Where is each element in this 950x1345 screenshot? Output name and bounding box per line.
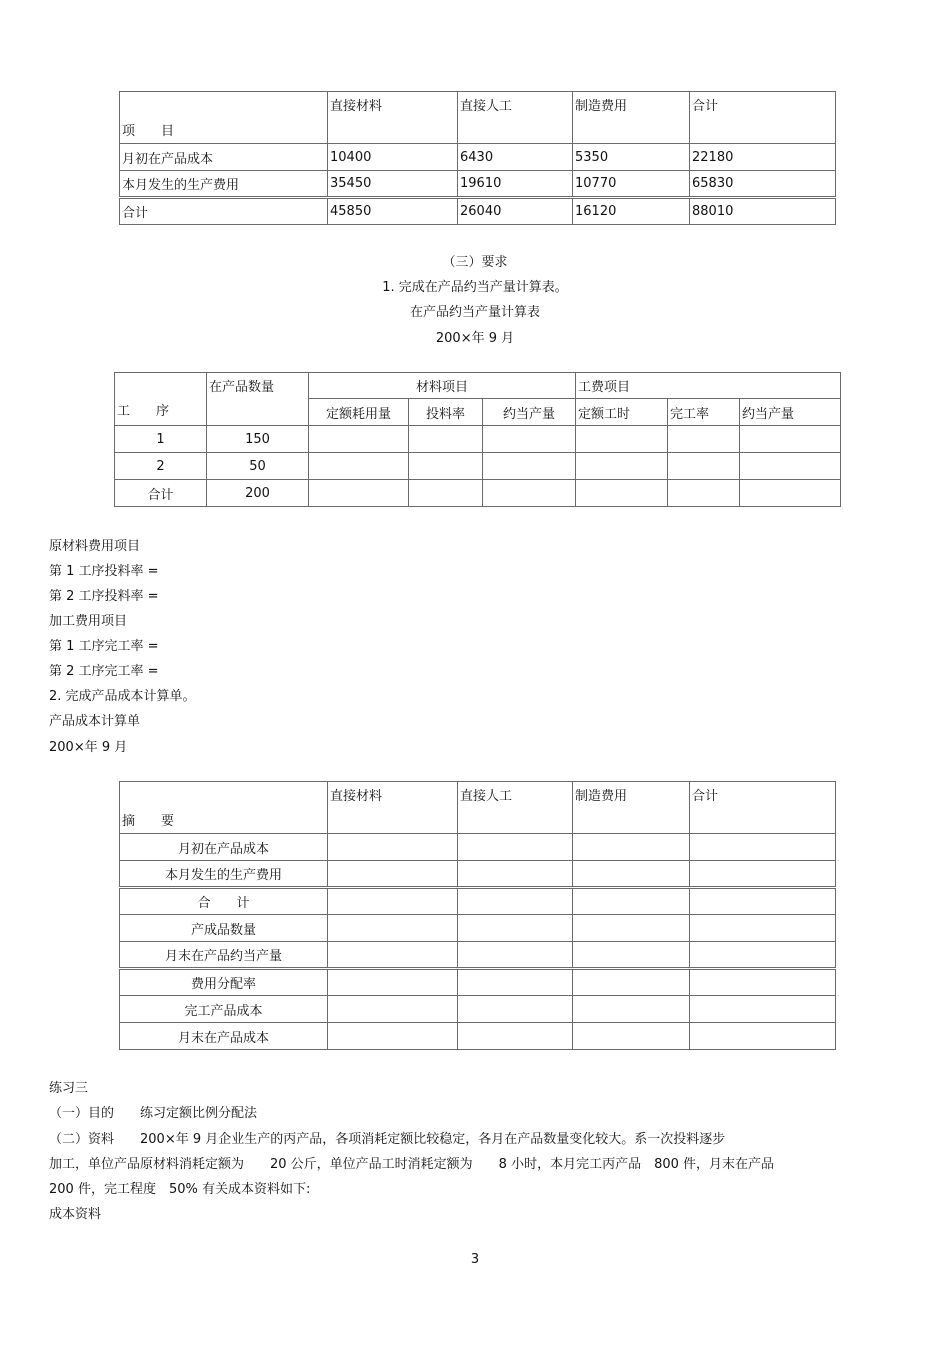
blank-cell[interactable]: [483, 426, 576, 453]
blank-cell[interactable]: [328, 834, 458, 861]
header-total: 合计: [690, 92, 836, 144]
header-overhead: 制造费用: [573, 782, 690, 834]
row-label: 本月发生的生产费用: [120, 861, 328, 888]
blank-cell[interactable]: [409, 453, 483, 480]
table-cell: 26040: [458, 198, 573, 225]
table-row: [120, 996, 836, 1023]
blank-cell[interactable]: [690, 996, 836, 1023]
blank-cell[interactable]: [458, 996, 573, 1023]
header-quantity: 在产品数量: [207, 373, 309, 426]
table-row: [120, 861, 836, 888]
header-direct-labor: 直接人工: [458, 782, 573, 834]
blank-cell[interactable]: [573, 942, 690, 969]
table-cell: 10400: [328, 144, 458, 171]
table-row: [120, 942, 836, 969]
header-process: 工 序: [115, 373, 207, 426]
table-date: 200×年 9 月: [435, 331, 515, 346]
exercise-data-line-3: 200 件，完工程度 50% 有关成本资料如下:: [49, 1182, 311, 1197]
blank-cell[interactable]: [740, 480, 841, 507]
blank-cell[interactable]: [690, 1023, 836, 1050]
header-input-rate: 投料率: [409, 399, 483, 426]
header-direct-material: 直接材料: [328, 782, 458, 834]
requirements-heading: （三）要求: [442, 255, 508, 270]
table-cell: 22180: [690, 144, 836, 171]
blank-cell[interactable]: [328, 861, 458, 888]
process-cost-title: 加工费用项目: [49, 614, 128, 629]
blank-cell[interactable]: [458, 888, 573, 915]
blank-cell[interactable]: [409, 480, 483, 507]
blank-cell[interactable]: [690, 888, 836, 915]
blank-cell[interactable]: [740, 453, 841, 480]
completion-rate-1: 第 1 工序完工率 =: [49, 639, 159, 654]
table-row: [115, 453, 841, 480]
table-row: [115, 426, 841, 453]
row-label: 完工产品成本: [120, 996, 328, 1023]
blank-cell[interactable]: [690, 915, 836, 942]
blank-cell[interactable]: [409, 426, 483, 453]
blank-cell[interactable]: [328, 1023, 458, 1050]
table-row: [120, 171, 836, 198]
row-label: 月末在产品成本: [120, 1023, 328, 1050]
row-label: 产成品数量: [120, 915, 328, 942]
table-row: [120, 1023, 836, 1050]
table-cell: 合计: [120, 198, 328, 225]
blank-cell[interactable]: [573, 834, 690, 861]
blank-cell[interactable]: [573, 915, 690, 942]
blank-cell[interactable]: [309, 426, 409, 453]
header-quota-hours: 定额工时: [576, 399, 668, 426]
header-quota-usage: 定额耗用量: [309, 399, 409, 426]
product-cost-sheet: [119, 781, 836, 1050]
exercise-title: 练习三: [49, 1081, 89, 1096]
process-cell: 1: [115, 426, 207, 453]
material-rate-1: 第 1 工序投料率 =: [49, 564, 159, 579]
quantity-cell: 150: [207, 426, 309, 453]
table-header-row: [120, 782, 836, 834]
process-cell: 合计: [115, 480, 207, 507]
requirement-item-1: 1. 完成在产品约当产量计算表。: [382, 280, 568, 295]
header-total: 合计: [690, 782, 836, 834]
requirement-item-2: 2. 完成产品成本计算单。: [49, 689, 196, 704]
table-cell: 35450: [328, 171, 458, 198]
table-row: [120, 198, 836, 225]
material-cost-title: 原材料费用项目: [49, 539, 141, 554]
cost-sheet-title: 产品成本计算单: [49, 714, 141, 729]
header-overhead: 制造费用: [573, 92, 690, 144]
table-row: [120, 969, 836, 996]
table-cell: 10770: [573, 171, 690, 198]
blank-cell[interactable]: [668, 426, 740, 453]
exercise-data-line-2: 加工，单位产品原材料消耗定额为 20 公斤，单位产品工时消耗定额为 8 小时，本月完工丙产品 800 件，月末在产品: [49, 1157, 775, 1172]
table-cell: 65830: [690, 171, 836, 198]
header-material-group: 材料项目: [309, 373, 576, 399]
header-equivalent-units-labor: 约当产量: [740, 399, 841, 426]
table-row: [120, 144, 836, 171]
header-direct-material: 直接材料: [328, 92, 458, 144]
header-labor-group: 工费项目: [576, 373, 841, 399]
equivalent-units-table: [114, 372, 841, 507]
table-row: [120, 888, 836, 915]
blank-cell[interactable]: [458, 861, 573, 888]
table-cell: 月初在产品成本: [120, 144, 328, 171]
exercise-data-line-1: （二）资料 200×年 9 月企业生产的丙产品，各项消耗定额比较稳定，各月在产品数量变化较大。系一次投料逐步: [49, 1132, 726, 1147]
blank-cell[interactable]: [690, 834, 836, 861]
blank-cell[interactable]: [576, 480, 668, 507]
table-cell: 5350: [573, 144, 690, 171]
blank-cell[interactable]: [576, 426, 668, 453]
blank-cell[interactable]: [690, 861, 836, 888]
table-row: [115, 480, 841, 507]
blank-cell[interactable]: [668, 480, 740, 507]
table-cell: 本月发生的生产费用: [120, 171, 328, 198]
cost-table: [119, 91, 836, 225]
quantity-cell: 200: [207, 480, 309, 507]
completion-rate-2: 第 2 工序完工率 =: [49, 664, 159, 679]
blank-cell[interactable]: [328, 888, 458, 915]
cost-data-label: 成本资料: [49, 1207, 102, 1222]
blank-cell[interactable]: [573, 888, 690, 915]
header-direct-labor: 直接人工: [458, 92, 573, 144]
blank-cell[interactable]: [458, 942, 573, 969]
header-equivalent-units-material: 约当产量: [483, 399, 576, 426]
blank-cell[interactable]: [309, 480, 409, 507]
blank-cell[interactable]: [573, 969, 690, 996]
blank-cell[interactable]: [328, 915, 458, 942]
table-cell: 16120: [573, 198, 690, 225]
blank-cell[interactable]: [573, 1023, 690, 1050]
blank-cell[interactable]: [458, 1023, 573, 1050]
blank-cell[interactable]: [328, 969, 458, 996]
exercise-purpose: （一）目的 练习定额比例分配法: [49, 1106, 258, 1121]
blank-cell[interactable]: [576, 453, 668, 480]
quantity-cell: 50: [207, 453, 309, 480]
table-cell: 88010: [690, 198, 836, 225]
blank-cell[interactable]: [573, 996, 690, 1023]
header-item: 项 目: [120, 92, 328, 144]
blank-cell[interactable]: [328, 942, 458, 969]
blank-cell[interactable]: [458, 915, 573, 942]
material-rate-2: 第 2 工序投料率 =: [49, 589, 159, 604]
blank-cell[interactable]: [458, 834, 573, 861]
table-cell: 45850: [328, 198, 458, 225]
blank-cell[interactable]: [690, 942, 836, 969]
header-completion-rate: 完工率: [668, 399, 740, 426]
row-label: 合 计: [120, 888, 328, 915]
row-label: 月初在产品成本: [120, 834, 328, 861]
table-header-row: [115, 373, 841, 399]
table-cell: 19610: [458, 171, 573, 198]
table-cell: 6430: [458, 144, 573, 171]
blank-cell[interactable]: [483, 480, 576, 507]
table-row: [120, 915, 836, 942]
blank-cell[interactable]: [309, 453, 409, 480]
cost-sheet-date: 200×年 9 月: [49, 740, 128, 755]
page-number: 3: [470, 1252, 480, 1267]
process-cell: 2: [115, 453, 207, 480]
blank-cell[interactable]: [483, 453, 576, 480]
blank-cell[interactable]: [573, 861, 690, 888]
table-title: 在产品约当产量计算表: [409, 305, 540, 320]
blank-cell[interactable]: [668, 453, 740, 480]
table-row: [120, 834, 836, 861]
header-summary: 摘 要: [120, 782, 328, 834]
table-header-row: [120, 92, 836, 144]
row-label: 费用分配率: [120, 969, 328, 996]
blank-cell[interactable]: [328, 996, 458, 1023]
blank-cell[interactable]: [690, 969, 836, 996]
blank-cell[interactable]: [458, 969, 573, 996]
blank-cell[interactable]: [740, 426, 841, 453]
row-label: 月末在产品约当产量: [120, 942, 328, 969]
